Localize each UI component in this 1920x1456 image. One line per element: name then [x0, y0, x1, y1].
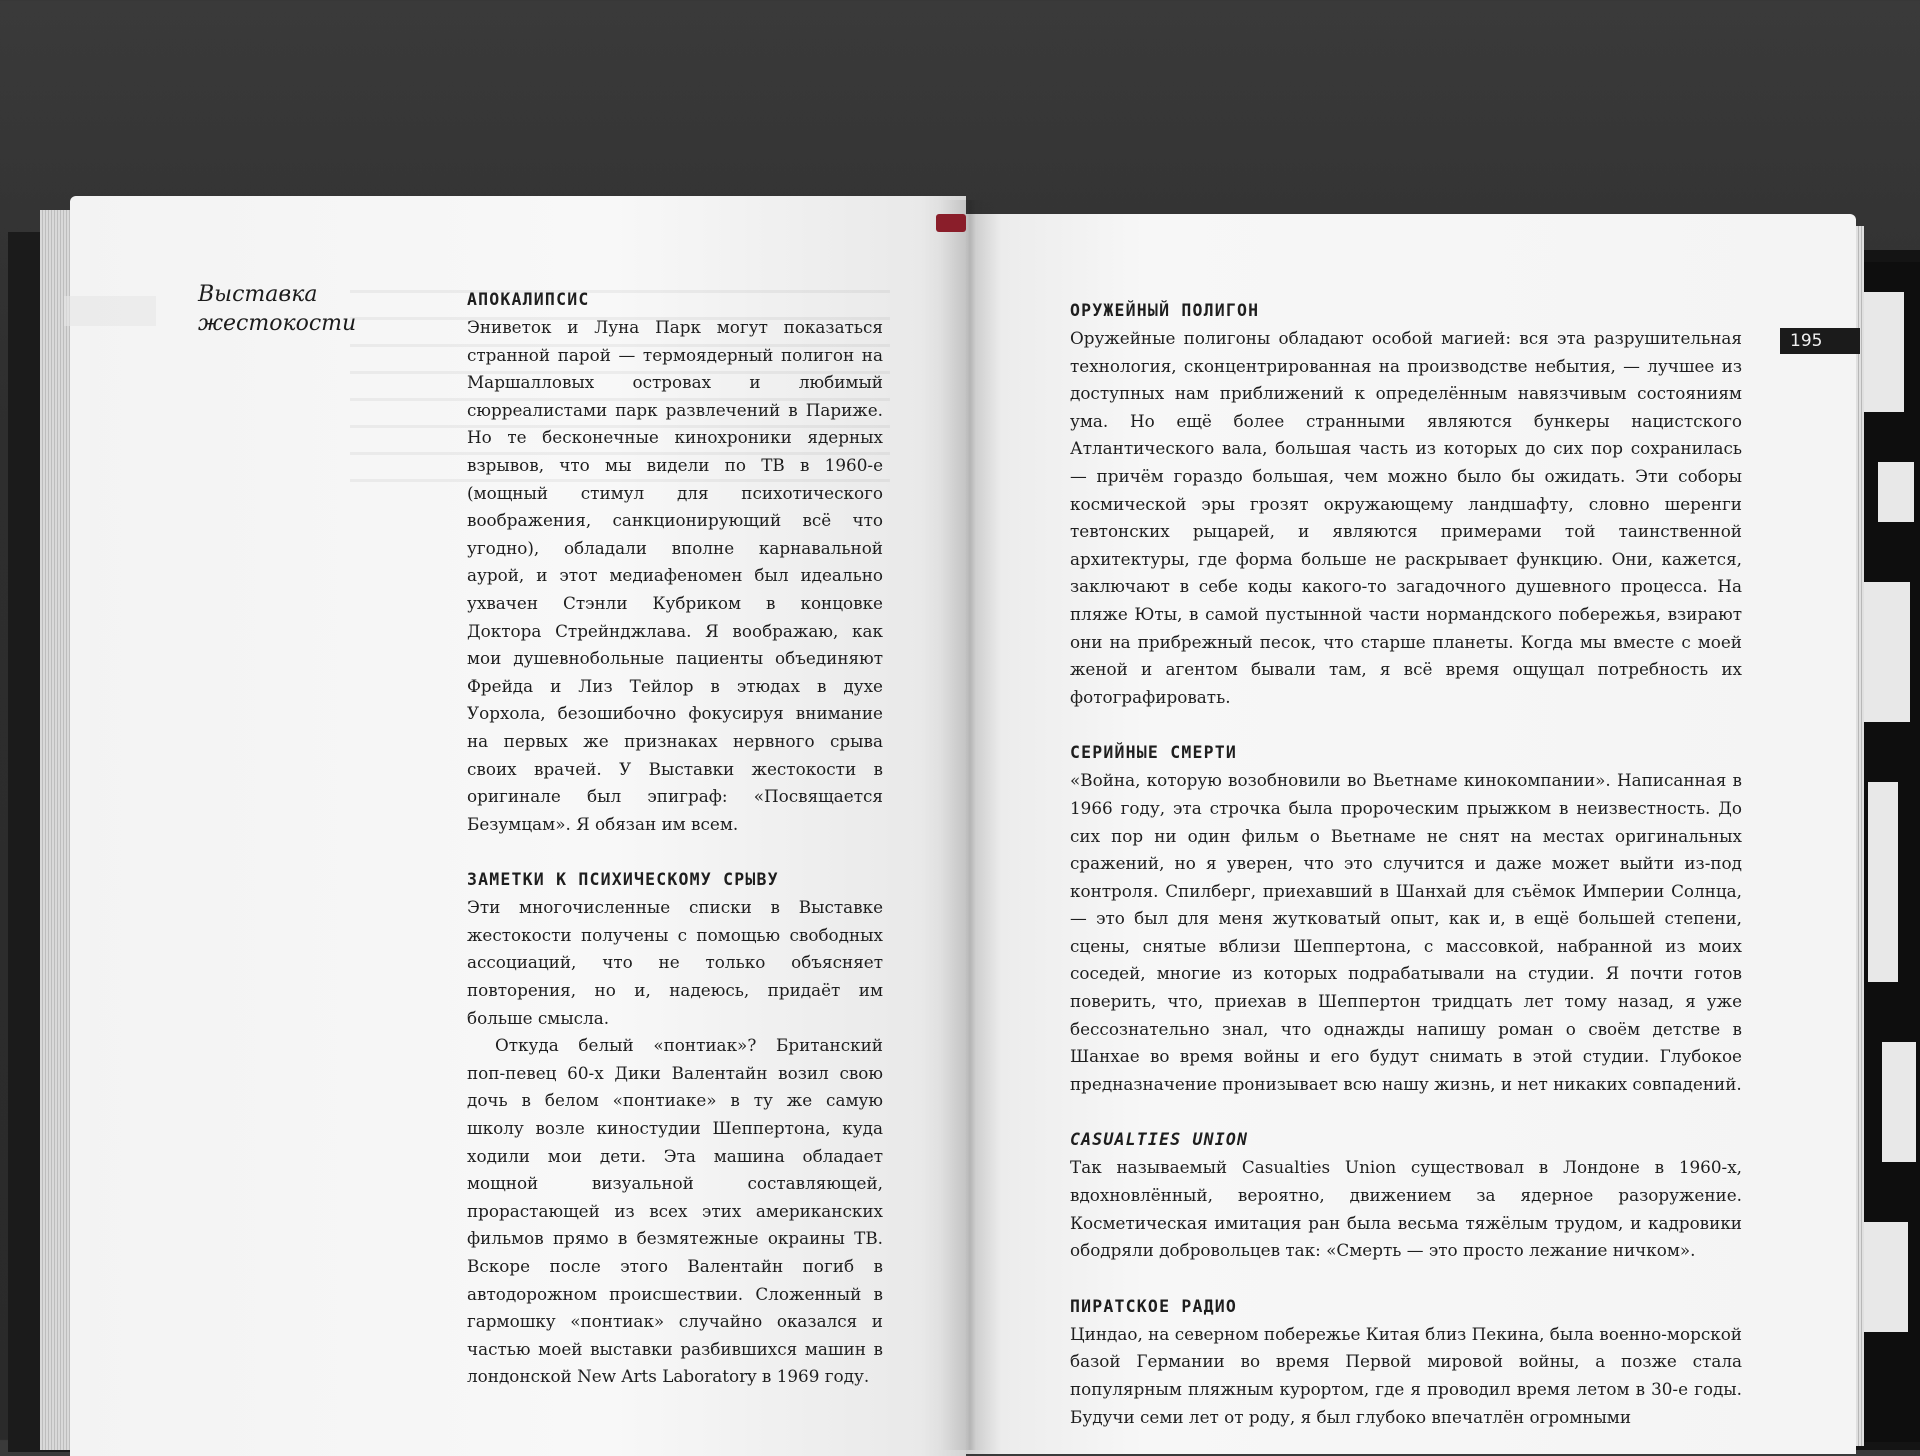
paragraph: Откуда белый «понтиак»? Британский поп-певец 60-х Дики Валентайн возил свою дочь в белом «понтиаке» в ту же самую школу возле киностудии Шеппертона, куда ходили мои дети. Эта машина обладает мощной визуальной составляющей, прорастающей из всех этих американских фильмов прямо в безмятежные окраины ТВ. Вскоре после этого Валентайн погиб в автодорожном происшествии. Сложенный в гармошку «понтиак» случайно оказался и частью моей выставки разбившихся машин в лондонской New Arts Laboratory в 1969 году.	[467, 1035, 883, 1387]
section-heading: ОРУЖЕЙНЫЙ ПОЛИГОН	[1070, 301, 1260, 320]
section-heading: АПОКАЛИПСИС	[467, 290, 590, 309]
spine-artwork	[1858, 262, 1920, 1442]
left-page-column	[467, 286, 883, 1391]
running-title: Выставка жестокости	[198, 282, 357, 336]
section-heading: CASUALTIES UNION	[1070, 1130, 1249, 1150]
section-heading: ПИРАТСКОЕ РАДИО	[1070, 1296, 1238, 1316]
paragraph: Так называемый Casualties Union существовал в Лондоне в 1960-х, вдохновлённый, вероятно, движением за ядерное разоружение. Косметическая имитация ран была весьма тяжёлым трудом, и кадровики ободряли добровольцев так: «Смерть — это просто лежание ничком».	[1070, 1157, 1742, 1261]
paragraph: Эниветок и Луна Парк могут показаться странной парой — термоядерный полигон на Маршалловых островах и любимый сюрреалистами парк развлечений в Париже. Но те бесконечные кинохроники ядерных взрывов, что мы видели по ТВ в 1960-е (мощный стимул для психотического воображения, санкционирующий всё что угодно), обладали вполне карнавальной аурой, и этот медиафеномен был идеально ухвачен Стэнли Кубриком в концовке Доктора Стрейнджлава. Я воображаю, как мои душевнобольные пациенты объединяют Фрейда и Лиз Тейлор в этюдах в духе Уорхола, безошибочно фокусируя внимание на первых же признаках нервного срыва своих врачей. У Выставки жестокости в оригинале был эпиграф: «Посвящается Безумцам». Я обязан им всем.	[467, 317, 883, 834]
section-heading: ЗАМЕТКИ К ПСИХИЧЕСКОМУ СРЫВУ	[467, 870, 779, 890]
page-number: 195	[1780, 328, 1860, 354]
right-page-column	[1070, 297, 1742, 1431]
paragraph: Оружейные полигоны обладают особой магией: вся эта разрушительная технология, сконцентрированная на производстве небытия, — лучшее из доступных нам приближений к определённым навязчивым состояниям ума. Но ещё более странными являются бункеры нацистского Атлантического вала, большая часть из которых до сих пор сохранилась — причём гораздо большая, чем можно было бы ожидать. Эти соборы космической эры грозят окружающему ландшафту, словно шеренги тевтонских рыцарей, и являются примерами той таинственной архитектуры, где форма больше не раскрывает функцию. Они, кажется, заключают в себе коды какого-то загадочного душевного процесса. На пляже Юты, в самой пустынной части нормандского побережья, взирают они на прибрежный песок, что старше планеты. Когда мы вместе с моей женой и агентом бывали там, я всё время ощущал потребность их фотографировать.	[1070, 328, 1742, 707]
paragraph: Циндао, на северном побережье Китая близ Пекина, была военно-морской базой Германии во время Первой мировой войны, а позже стала популярным пляжным курортом, где я проводил время летом в 30-е годы. Будучи семи лет от роду, я был глубоко впечатлён огромными	[1070, 1323, 1742, 1427]
bookmark-ribbon	[936, 214, 966, 232]
paragraph: «Война, которую возобновили во Вьетнаме кинокомпании». Написанная в 1966 году, эта строчка была пророческим прыжком в неизвестность. До сих пор ни один фильм о Вьетнаме не снят на местах оригинальных сражений, но я уверен, что это случится и даже может выйти из-под контроля. Спилберг, приехавший в Шанхай для съёмок Империи Солнца, — это был для меня жутковатый опыт, как и, в ещё большей степени, сцены, снятые вблизи Шеппертона, с массовкой, набранной из моих соседей, многие из которых подрабатывали на студии. Я почти готов поверить, что, приехав в Шеппертон тридцать лет тому назад, я уже бессознательно знал, что однажды напишу роман о своём детстве в Шанхае во время войны и его будут снимать в этой студии. Глубокое предназначение пронизывает всю нашу жизнь, и нет никаких совпадений.	[1070, 770, 1742, 1094]
paragraph: Эти многочисленные списки в Выставке жестокости получены с помощью свободных ассоциаций, что не только объясняет повторения, но и, надеюсь, придаёт им больше смысла.	[467, 897, 883, 1028]
left-page-tab-mark	[64, 296, 156, 326]
gutter-shadow	[940, 200, 1000, 1450]
section-heading: СЕРИЙНЫЕ СМЕРТИ	[1070, 743, 1238, 763]
